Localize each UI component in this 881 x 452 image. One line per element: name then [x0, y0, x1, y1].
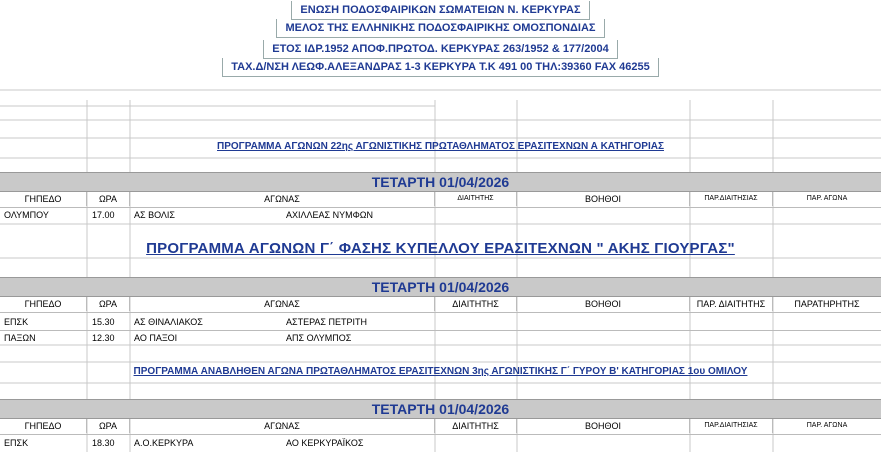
col-venue: ΓΗΠΕΔΟ — [0, 192, 87, 206]
col-referee: ΔΙΑΙΤΗΤΗΣ — [435, 297, 517, 311]
match-time: 17.00 — [92, 210, 115, 220]
col-ref-observer: ΠΑΡ.ΔΙΑΙΤΗΣΙΑΣ — [690, 192, 773, 206]
col-assistants: ΒΟΗΘΟΙ — [517, 419, 690, 433]
section-2-header-row — [0, 297, 881, 311]
match-venue: ΕΠΣΚ — [4, 317, 29, 327]
founding-info — [0, 40, 881, 59]
col-venue: ΓΗΠΕΔΟ — [0, 419, 87, 433]
col-time: ΩΡΑ — [87, 419, 130, 433]
col-match-observer: ΠΑΡ. ΑΓΩΝΑ — [806, 195, 848, 202]
table-row — [0, 436, 881, 450]
col-referee: ΔΙΑΙΤΗΤΗΣ — [435, 192, 517, 206]
association-name — [0, 1, 881, 20]
col-assistants: ΒΟΗΘΟΙ — [517, 192, 690, 206]
col-match: ΑΓΩΝΑΣ — [130, 192, 435, 206]
section-2-day: ΤΕΤΑΡΤΗ 01/04/2026 — [0, 277, 881, 297]
match-away: ΑΣΤΕΡΑΣ ΠΕΤΡΙΤΗ — [286, 317, 367, 327]
federation-membership-text: ΜΕΛΟΣ ΤΗΣ ΕΛΛΗΝΙΚΗΣ ΠΟΔΟΣΦΑΙΡΙΚΗΣ ΟΜΟΣΠΟΝΔΙΑΣ — [276, 19, 604, 38]
match-away: ΑΧΙΛΛΕΑΣ ΝΥΜΦΩΝ — [286, 210, 374, 220]
col-match: ΑΓΩΝΑΣ — [130, 297, 435, 311]
col-time: ΩΡΑ — [87, 297, 130, 311]
col-time: ΩΡΑ — [87, 192, 130, 206]
table-row — [0, 331, 881, 345]
match-away: ΑΠΣ ΟΛΥΜΠΟΣ — [286, 333, 352, 343]
col-assistants: ΒΟΗΘΟΙ — [517, 297, 690, 311]
match-home: ΑΟ ΠΑΞΟΙ — [134, 333, 178, 343]
match-venue: ΕΠΣΚ — [4, 438, 29, 448]
match-time: 18.30 — [92, 438, 115, 448]
section-3-day: ΤΕΤΑΡΤΗ 01/04/2026 — [0, 399, 881, 419]
section-1-header-row — [0, 192, 881, 206]
association-name-text: ΕΝΩΣΗ ΠΟΔΟΣΦΑΙΡΙΚΩΝ ΣΩΜΑΤΕΙΩΝ Ν. ΚΕΡΚΥΡΑΣ — [291, 1, 589, 20]
federation-membership — [0, 19, 881, 38]
match-venue: ΟΛΥΜΠΟΥ — [4, 210, 49, 220]
match-venue: ΠΑΞΩΝ — [4, 333, 36, 343]
founding-info-text: ΕΤΟΣ ΙΔΡ.1952 ΑΠΟΦ.ΠΡΩΤΟΔ. ΚΕΡΚΥΡΑΣ 263/1952 & 177/2004 — [263, 40, 617, 59]
col-match: ΑΓΩΝΑΣ — [130, 419, 435, 433]
section-3-header-row — [0, 419, 881, 433]
section-1-title: ΠΡΟΓΡΑΜΜΑ ΑΓΩΝΩΝ 22ης ΑΓΩΝΙΣΤΙΚΗΣ ΠΡΩΤΑΘΛΗΜΑΤΟΣ ΕΡΑΣΙΤΕΧΝΩΝ Α ΚΑΤΗΓΟΡΙΑΣ — [217, 141, 664, 152]
contact-address — [0, 58, 881, 77]
col-match-observer: ΠΑΡ. ΑΓΩΝΑ — [806, 422, 848, 429]
match-home: Α.Ο.ΚΕΡΚΥΡΑ — [134, 438, 194, 448]
col-ref-observer: ΠΑΡ. ΔΙΑΙΤΗΤΗΣ — [690, 297, 773, 311]
col-venue: ΓΗΠΕΔΟ — [0, 297, 87, 311]
table-row — [0, 315, 881, 329]
section-3-title: ΠΡΟΓΡΑΜΜΑ ΑΝΑΒΛΗΘΕΝ ΑΓΩΝΑ ΠΡΩΤΑΘΛΗΜΑΤΟΣ ΕΡΑΣΙΤΕΧΝΩΝ 3ης ΑΓΩΝΙΣΤΙΚΗΣ Γ΄ ΓΥΡΟΥ Β' ΚΑΤΗΓΟΡΙΑΣ 1ου ΟΜΙΛΟΥ — [133, 366, 748, 377]
col-ref-observer: ΠΑΡ.ΔΙΑΙΤΗΣΙΑΣ — [690, 419, 773, 433]
col-observer: ΠΑΡΑΤΗΡΗΤΗΣ — [794, 299, 860, 309]
match-time: 15.30 — [92, 317, 115, 327]
match-away: ΑΟ ΚΕΡΚΥΡΑΪΚΟΣ — [286, 438, 364, 448]
contact-address-text: ΤΑΧ.Δ/ΝΣΗ ΛΕΩΦ.ΑΛΕΞΑΝΔΡΑΣ 1-3 ΚΕΡΚΥΡΑ Τ.Κ 491 00 ΤΗΛ:39360 FAX 46255 — [222, 58, 659, 77]
match-time: 12.30 — [92, 333, 115, 343]
match-home: ΑΣ ΒΟΛΙΣ — [134, 210, 175, 220]
section-1-day: ΤΕΤΑΡΤΗ 01/04/2026 — [0, 172, 881, 192]
table-row — [0, 208, 881, 222]
section-2-title: ΠΡΟΓΡΑΜΜΑ ΑΓΩΝΩΝ Γ΄ ΦΑΣΗΣ ΚΥΠΕΛΛΟΥ ΕΡΑΣΙΤΕΧΝΩΝ " ΑΚΗΣ ΓΙΟΥΡΓΑΣ" — [146, 240, 735, 257]
match-home: ΑΣ ΘΙΝΑΛΙΑΚΟΣ — [134, 317, 203, 327]
col-referee: ΔΙΑΙΤΗΤΗΣ — [435, 419, 517, 433]
